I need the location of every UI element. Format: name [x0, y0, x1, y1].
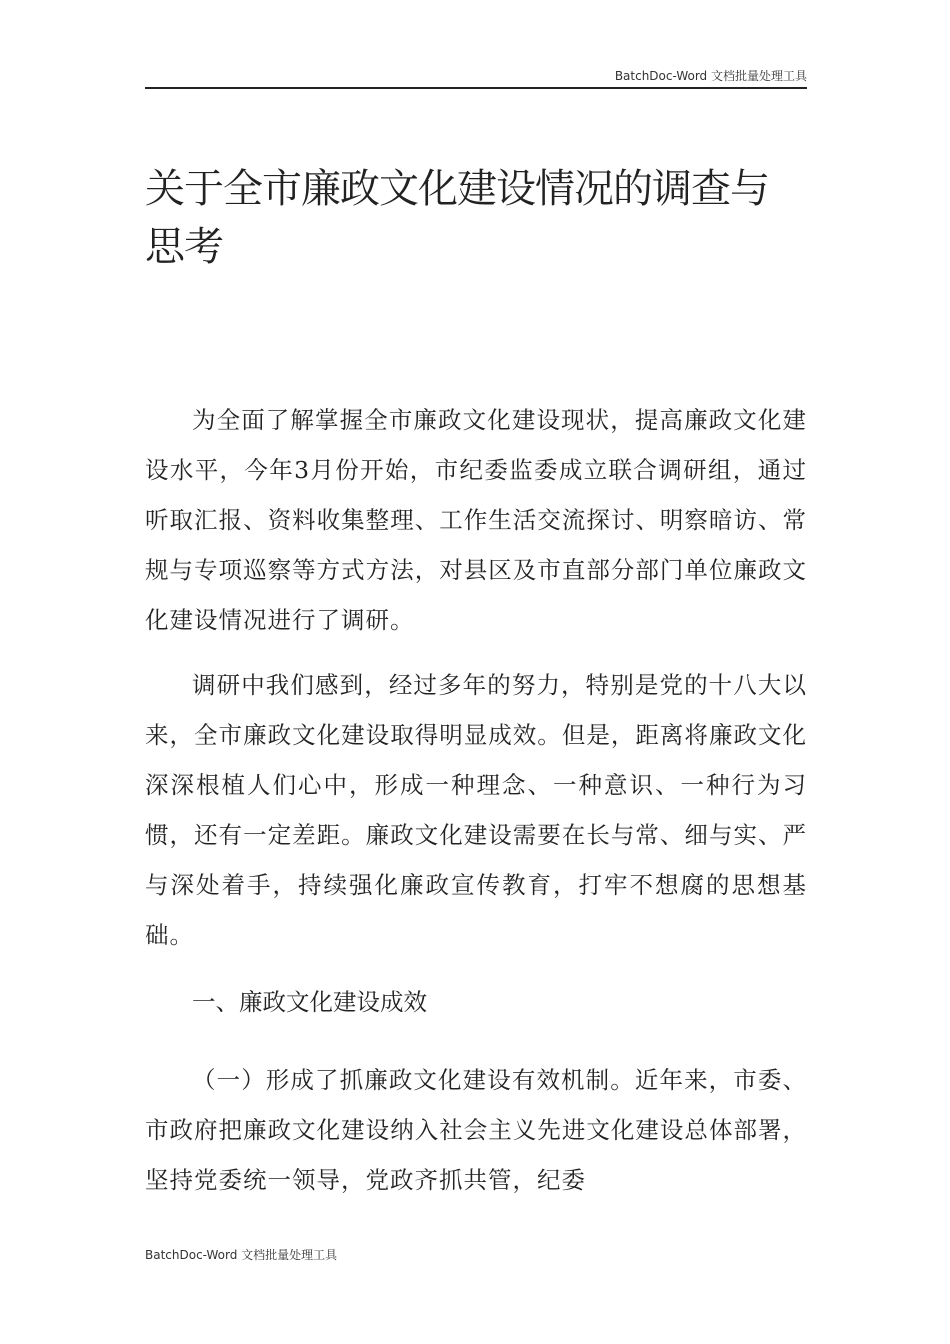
- page-header: BatchDoc-Word 文档批量处理工具: [614, 69, 807, 83]
- document-title: 关于全市廉政文化建设情况的调查与思考: [145, 166, 769, 270]
- section-heading: 一、廉政文化建设成效: [192, 988, 427, 1016]
- body-paragraph-1: 为全面了解掌握全市廉政文化建设现状，提高廉政文化建设水平，今年3月份开始，市纪委监委成立联合调研组，通过听取汇报、资料收集整理、工作生活交流探讨、明察暗访、常规与专项巡察等方式方法，对县区及市直部分部门单位廉政文化建设情况进行了调研。: [145, 406, 807, 634]
- header-divider: [145, 87, 807, 89]
- body-paragraph-2: 调研中我们感到，经过多年的努力，特别是党的十八大以来，全市廉政文化建设取得明显成效。但是，距离将廉政文化深深根植人们心中，形成一种理念、一种意识、一种行为习惯，还有一定差距。廉政文化建设需要在长与常、细与实、严与深处着手，持续强化廉政宣传教育，打牢不想腐的思想基础。: [145, 671, 807, 949]
- page-footer: BatchDoc-Word 文档批量处理工具: [145, 1248, 338, 1262]
- section-paragraph: （一）形成了抓廉政文化建设有效机制。近年来，市委、市政府把廉政文化建设纳入社会主义先进文化建设总体部署，坚持党委统一领导，党政齐抓共管，纪委: [145, 1066, 807, 1194]
